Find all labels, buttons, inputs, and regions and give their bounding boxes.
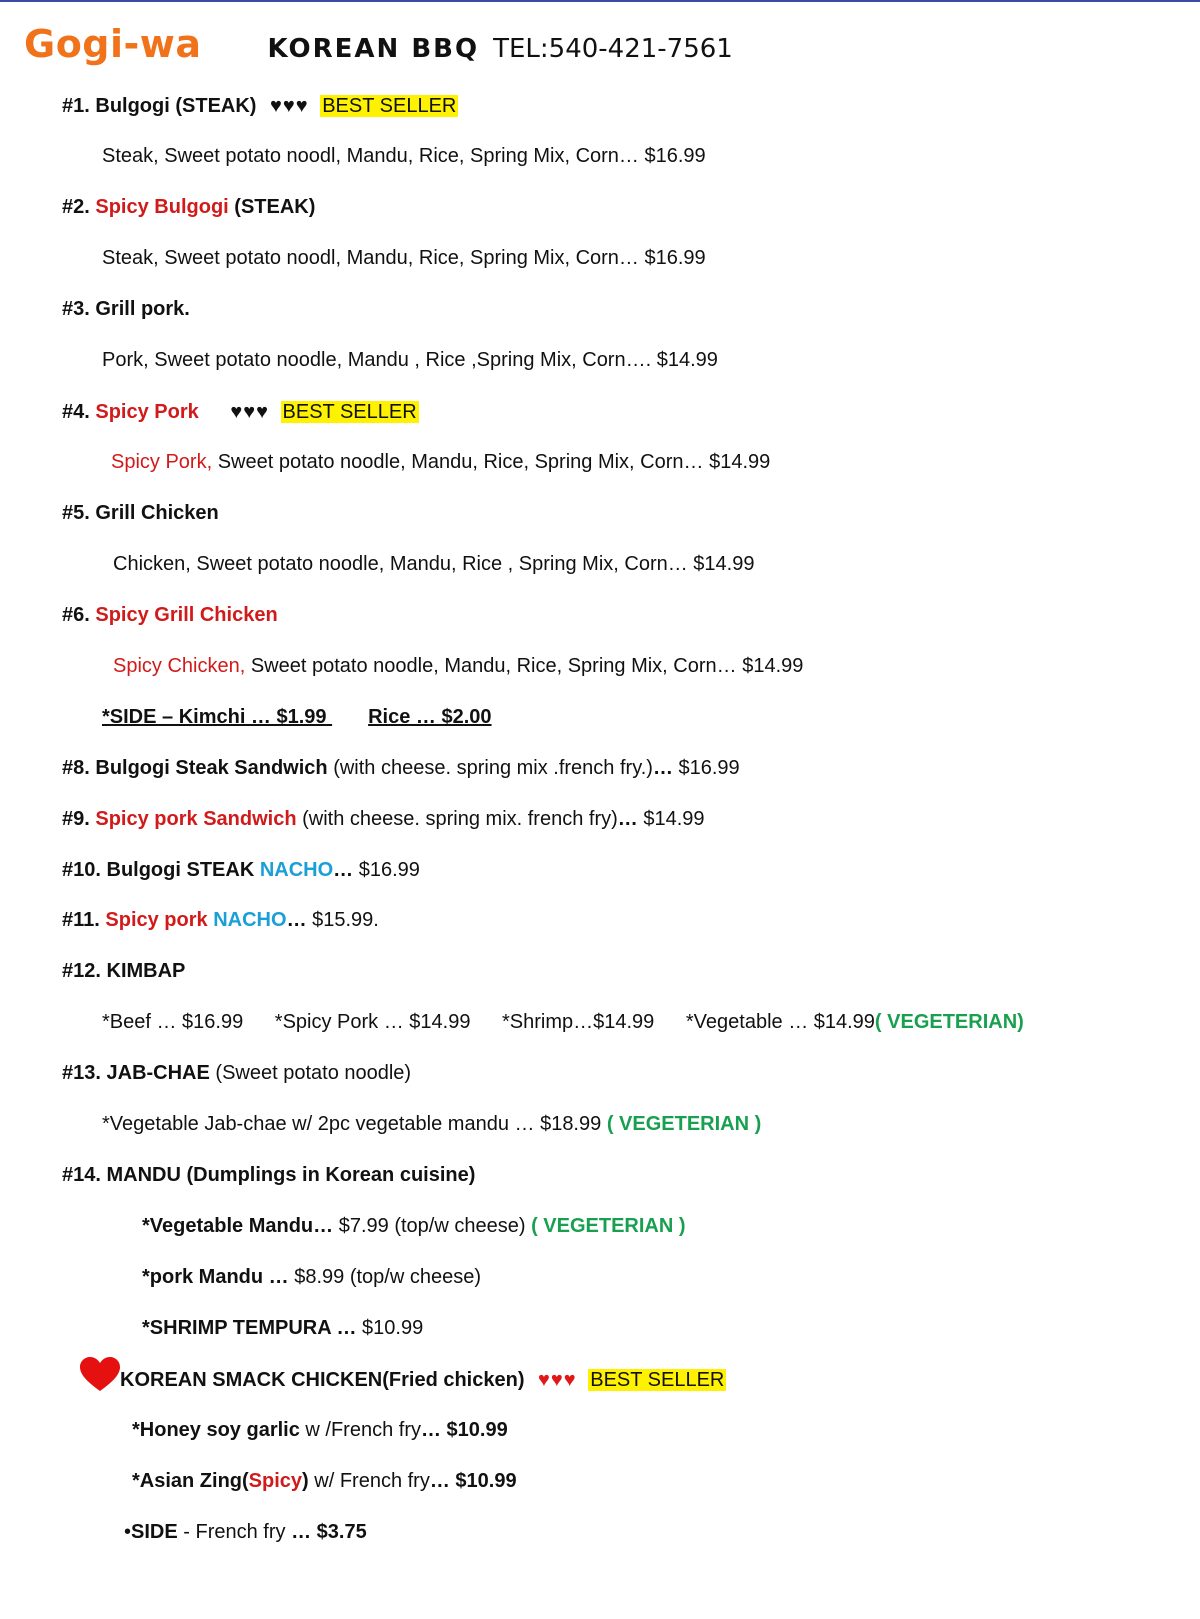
item-name-spicy: Spicy Grill Chicken	[95, 604, 278, 626]
mandu-pork-price: $8.99 (top/w cheese)	[294, 1266, 482, 1288]
chicken-honey-soy	[132, 1416, 508, 1444]
menu-item-13-title	[62, 1059, 411, 1087]
item-price: $16.99	[678, 757, 740, 779]
item-name-spicy: Spicy pork	[105, 909, 208, 931]
item-dots: …	[286, 909, 307, 931]
best-seller-badge: BEST SELLER	[282, 401, 417, 423]
side-kimchi-rice	[102, 703, 492, 731]
brand-logo: Gogi-wa	[24, 22, 202, 66]
mandu-vegetable	[142, 1212, 686, 1240]
item-name-spicy: Spicy Bulgogi	[95, 196, 229, 218]
top-border	[0, 0, 1200, 2]
honey-detail: w /French fry	[305, 1419, 421, 1441]
asian-spicy: Spicy	[248, 1470, 303, 1492]
hearts-icon: ♥♥♥	[230, 401, 269, 423]
phone-number: TEL:540-421-7561	[493, 34, 733, 64]
menu-item-14-title	[62, 1161, 475, 1189]
kimbap-shrimp: *Shrimp…$14.99	[502, 1011, 655, 1033]
item-number: #12.	[62, 960, 101, 982]
red-hearts-icon: ♥♥♥	[538, 1369, 577, 1391]
item-price: $15.99.	[312, 909, 379, 931]
vegetarian-tag: ( VEGETERIAN )	[606, 1113, 762, 1135]
shrimp-tempura-name: *SHRIMP TEMPURA …	[142, 1317, 357, 1339]
menu-item-5-title	[62, 499, 219, 527]
menu-item-3-desc: Pork, Sweet potato noodle, Mandu , Rice ,Spring Mix, Corn…. $14.99	[102, 349, 718, 371]
asian-name: *Asian Zing(	[132, 1470, 249, 1492]
item-detail: (with cheese. spring mix .french fry.)	[333, 757, 653, 779]
menu-item-12-title	[62, 957, 185, 985]
menu-item-9	[62, 805, 705, 833]
side-label: SIDE	[131, 1521, 178, 1543]
menu-item-4-desc	[111, 448, 770, 476]
mandu-pork	[142, 1263, 481, 1291]
item-name-spicy: Spicy pork Sandwich	[95, 808, 297, 830]
side-price: $3.75	[316, 1521, 367, 1543]
item-number: #3.	[62, 298, 90, 320]
best-seller-badge: BEST SELLER	[590, 1369, 725, 1391]
menu-item-3-title	[62, 295, 190, 323]
mandu-veg-name: *Vegetable Mandu…	[142, 1215, 334, 1237]
mandu-veg-price: $7.99 (top/w cheese)	[338, 1215, 526, 1237]
menu-item-8	[62, 754, 740, 782]
item-number: #6.	[62, 604, 90, 626]
item-number: #10.	[62, 859, 101, 881]
bullet-icon: •	[124, 1521, 132, 1543]
item-price: $16.99	[358, 859, 420, 881]
menu-item-1-desc: Steak, Sweet potato noodl, Mandu, Rice, Spring Mix, Corn… $16.99	[102, 145, 706, 167]
item-name: Grill Chicken	[95, 502, 219, 524]
menu-item-5-desc: Chicken, Sweet potato noodle, Mandu, Rice , Spring Mix, Corn… $14.99	[113, 553, 755, 575]
asian-detail: w/ French fry	[314, 1470, 430, 1492]
menu-subtitle: KOREAN BBQ	[267, 34, 480, 64]
jabchae-line: *Vegetable Jab-chae w/ 2pc vegetable mandu … $18.99	[102, 1113, 602, 1135]
menu-item-4-title	[62, 398, 419, 426]
shrimp-tempura	[142, 1314, 423, 1342]
menu-item-1-title	[62, 92, 458, 120]
menu-item-13-desc	[102, 1110, 761, 1138]
chicken-title	[120, 1366, 726, 1394]
side-kimchi: *SIDE – Kimchi … $1.99	[102, 706, 327, 728]
item-number: #9.	[62, 808, 90, 830]
side-french-fry	[124, 1518, 367, 1546]
best-seller-badge: BEST SELLER	[322, 95, 457, 117]
desc-rest: Sweet potato noodle, Mandu, Rice, Spring Mix, Corn… $14.99	[250, 655, 804, 677]
menu-item-2-title	[62, 193, 315, 221]
item-dots: …	[617, 808, 638, 830]
item-dots: …	[333, 859, 354, 881]
nacho-label: NACHO	[213, 909, 287, 931]
item-number: #8.	[62, 757, 90, 779]
desc-spicy: Spicy Chicken,	[113, 655, 246, 677]
asian-price: $10.99	[455, 1470, 517, 1492]
item-name: Bulgogi Steak Sandwich	[95, 757, 328, 779]
item-dots: …	[420, 1419, 441, 1441]
side-rice: Rice … $2.00	[368, 706, 492, 728]
hearts-icon: ♥♥♥	[270, 95, 309, 117]
item-number: #4.	[62, 401, 90, 423]
item-number: #2.	[62, 196, 90, 218]
menu-header	[24, 22, 733, 78]
honey-price: $10.99	[446, 1419, 508, 1441]
item-detail: (Sweet potato noodle)	[215, 1062, 412, 1084]
item-name: (STEAK)	[234, 196, 316, 218]
menu-item-6-desc	[113, 652, 803, 680]
item-number: #14.	[62, 1164, 101, 1186]
menu-item-10	[62, 856, 420, 884]
vegetarian-tag: ( VEGETERIAN )	[531, 1215, 686, 1237]
nacho-label: NACHO	[259, 859, 334, 881]
item-name: Bulgogi STEAK	[106, 859, 255, 881]
desc-spicy: Spicy Pork,	[111, 451, 213, 473]
chicken-name: KOREAN SMACK CHICKEN(Fried chicken)	[120, 1369, 525, 1391]
honey-name: *Honey soy garlic	[132, 1419, 300, 1441]
item-name: Bulgogi (STEAK)	[95, 95, 257, 117]
item-dots: …	[291, 1521, 312, 1543]
vegetarian-tag: ( VEGETERIAN)	[874, 1011, 1024, 1033]
side-detail: - French fry	[183, 1521, 286, 1543]
item-number: #11.	[62, 909, 100, 931]
kimbap-beef: *Beef … $16.99	[102, 1011, 244, 1033]
item-price: $14.99	[643, 808, 705, 830]
asian-paren: )	[302, 1470, 309, 1492]
item-number: #5.	[62, 502, 90, 524]
chicken-asian-zing	[132, 1467, 517, 1495]
mandu-pork-name: *pork Mandu …	[142, 1266, 289, 1288]
item-dots: …	[652, 757, 673, 779]
item-name-spicy: Spicy Pork	[95, 401, 199, 423]
big-heart-icon	[80, 1357, 120, 1393]
item-number: #13.	[62, 1062, 101, 1084]
desc-rest: Sweet potato noodle, Mandu, Rice, Spring Mix, Corn… $14.99	[217, 451, 771, 473]
item-name: Grill pork.	[95, 298, 190, 320]
menu-item-11	[62, 906, 379, 934]
item-name: MANDU (Dumplings in Korean cuisine)	[106, 1164, 476, 1186]
item-number: #1.	[62, 95, 90, 117]
item-dots: …	[429, 1470, 450, 1492]
menu-item-12-options	[102, 1008, 1024, 1036]
item-name: JAB-CHAE	[106, 1062, 210, 1084]
shrimp-tempura-price: $10.99	[362, 1317, 424, 1339]
menu-item-2-desc: Steak, Sweet potato noodl, Mandu, Rice, Spring Mix, Corn… $16.99	[102, 247, 706, 269]
menu-item-6-title	[62, 601, 278, 629]
chicken-section	[0, 1361, 1200, 1401]
kimbap-vegetable: *Vegetable … $14.99	[685, 1011, 875, 1033]
kimbap-spicy-pork: *Spicy Pork … $14.99	[274, 1011, 471, 1033]
item-detail: (with cheese. spring mix. french fry)	[302, 808, 618, 830]
item-name: KIMBAP	[106, 960, 186, 982]
